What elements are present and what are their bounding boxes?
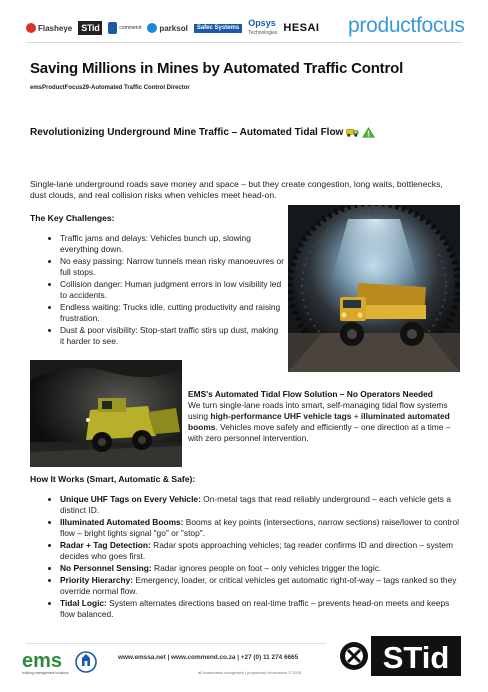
ems-tagline: building management solutions: [22, 671, 69, 675]
how-it-works-list: [30, 494, 462, 621]
flasheye-logo-icon: [26, 23, 36, 33]
parksol-logo: parksol: [147, 23, 187, 33]
page-title: Saving Millions in Mines by Automated Traffic Control: [30, 60, 404, 77]
flasheye-logo: Flasheye: [26, 23, 72, 33]
challenges-heading: The Key Challenges:: [30, 213, 115, 223]
header-divider: [26, 42, 462, 43]
list-item: • Illuminated Automated Booms: Booms at key points (intersections, narrow sections) raise/lower to control flow – bright lights signal "go" or "stop".: [60, 517, 462, 539]
solution-paragraph: We turn single-lane roads into smart, self-managing tidal flow systems using high-performance UHF vehicle tags + illuminated automated booms. Vehicles move safely and efficiently – one direction at a time – with zero personnel intervention.: [188, 400, 451, 443]
solution-block: [188, 389, 463, 444]
hesai-logo: HESAI: [283, 22, 320, 34]
tunnel-truck-photo: [288, 205, 460, 372]
section-heading-text: Revolutionizing Underground Mine Traffic – Automated Tidal Flow: [30, 127, 344, 138]
warning-icon: [362, 127, 375, 138]
list-item: • Endless waiting: Trucks idle, cutting productivity and raising frustration.: [60, 302, 284, 324]
ems-logo: [20, 648, 100, 678]
list-item: • Radar + Tag Detection: Radar spots approaching vehicles; tag reader confirms ID and direction – system decides who goes first.: [60, 540, 462, 562]
list-item: • Traffic jams and delays: Vehicles bunch up, slowing everything down.: [60, 233, 284, 255]
how-it-works-heading: How It Works (Smart, Automatic & Safe):: [30, 474, 196, 484]
truck-icon: [346, 127, 359, 138]
safec-logo: Safec Systems: [194, 24, 242, 33]
productfocus-brand: productfocus: [348, 14, 465, 37]
section-heading: [30, 127, 375, 138]
challenges-list: [30, 233, 284, 348]
list-item: • Collision danger: Human judgment errors in low visibility led to accidents.: [60, 279, 284, 301]
ems-logo-text: ems: [22, 650, 63, 672]
footer-contact: www.emssa.net | www.commend.co.za | +27 (0) 11 274 6665: [118, 654, 299, 661]
list-item: • Dust & poor visibility: Stop-start traffic stirs up dust, making it harder to see.: [60, 325, 284, 347]
intro-paragraph: Single-lane underground roads save money and space – but they create congestion, long waits, bottlenecks, dust clouds, and real collision risks when vehicles meet head-on.: [30, 179, 443, 200]
footer-divider: [26, 643, 326, 644]
stid-logo: [338, 632, 462, 680]
list-item: • Priority Hierarchy: Emergency, loader, or critical vehicles get automatic right-of-way – tags ranked so they override normal flow.: [60, 575, 462, 597]
solution-heading: EMS's Automated Tidal Flow Solution – No Operators Needed: [188, 389, 433, 399]
list-item: • No easy passing: Narrow tunnels mean risky manoeuvres or full stops.: [60, 256, 284, 278]
underground-loader-photo: [30, 360, 182, 467]
parksol-logo-icon: [147, 23, 157, 33]
commend-logo: commend: [108, 22, 141, 34]
list-item: • Unique UHF Tags on Every Vehicle: On-metal tags that read reliably underground – each vehicle gets a distinct ID.: [60, 494, 462, 516]
stid-logo-text: STid: [382, 640, 450, 675]
list-item: • No Personnel Sensing: Radar ignores people on foot – only vehicles trigger the logic.: [60, 563, 462, 574]
commend-logo-icon: [108, 22, 117, 34]
list-item: • Tidal Logic: System alternates directions based on real-time traffic – prevents head-on meets and keeps flow balanced.: [60, 598, 462, 620]
stid-small-logo: STid: [78, 21, 102, 35]
footer-legal: all trademarks recognised | proprietary information © 2025: [198, 670, 302, 675]
partner-logo-strip: [26, 14, 326, 42]
page-subtitle: emsProductFocus29-Automated Traffic Control Director: [30, 85, 190, 91]
opsys-logo: Opsys Technologies: [248, 18, 278, 36]
